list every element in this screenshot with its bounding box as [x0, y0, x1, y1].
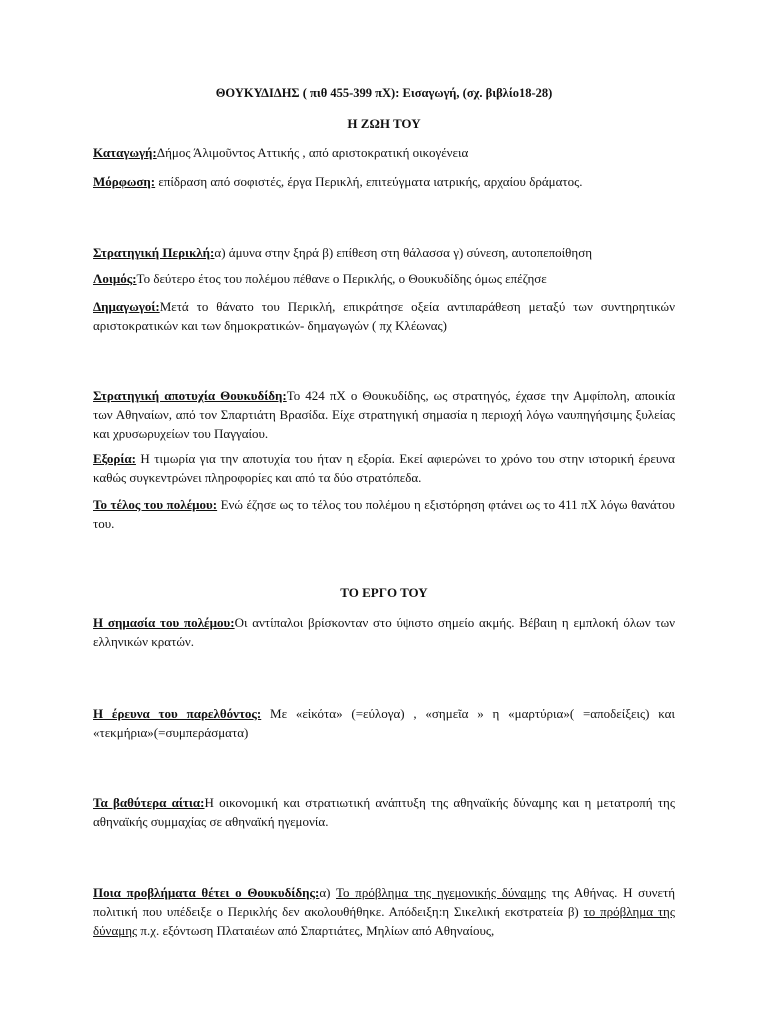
paragraph-provlimata — [93, 883, 675, 940]
term-exoria: Εξορία: — [93, 451, 136, 466]
text-morfosi: επίδραση από σοφιστές, έργα Περικλή, επιτεύγματα ιατρικής, αρχαίου δράματος. — [155, 174, 583, 189]
section-heading-life: Η ΖΩΗ ΤΟΥ — [347, 116, 421, 131]
text-katagogi: Δήμος Άλιμοῦντος Αττικής , από αριστοκρατική οικογένεια — [156, 145, 469, 160]
text-provlimata-a: της Αθήνας. Η συνετή πολιτική που υπέδειξε ο Περικλής δεν ακολουθήθηκε. Απόδειξη:η Σικελική εκστρατεία β) — [93, 885, 675, 919]
text-dimagogoi: Μετά το θάνατο του Περικλή, επικράτησε οξεία αντιπαράθεση μεταξύ των συντηρητικών αριστοκρατικών και των δημοκρατικών- δημαγωγών ( πχ Κλέωνας) — [93, 299, 675, 333]
text-erevna: Με «εἰκότα» (=εύλογα) , «σημεῖα » η «μαρτύρια»( =αποδείξεις) και «τεκμήρια»(=συμπεράσματα) — [93, 706, 675, 740]
text-provlimata-a-underlined: Το πρόβλημα της ηγεμονικής δύναμης — [336, 885, 546, 900]
term-apotyxia: Στρατηγική αποτυχία Θουκυδίδη: — [93, 388, 287, 403]
paragraph-morfosi — [93, 172, 675, 191]
text-exoria: Η τιμωρία για την αποτυχία του ήταν η εξορία. Εκεί αφιερώνει το χρόνο του στην ιστορική έρευνα καθώς συγκεντρώνει πληροφορίες και από τα δύο στρατόπεδα. — [93, 451, 675, 485]
text-loimos: Το δεύτερο έτος του πολέμου πέθανε ο Περικλής, ο Θουκυδίδης όμως επέζησε — [136, 271, 547, 286]
document-title: ΘΟΥΚΥΔΙΔΗΣ ( πιθ 455-399 πΧ): Εισαγωγή, (σχ. βιβλίο18-28) — [215, 86, 553, 100]
paragraph-stratigiki-perikli — [93, 243, 675, 262]
paragraph-exoria — [93, 449, 675, 487]
term-telos: Το τέλος του πολέμου: — [93, 497, 218, 512]
term-katagogi: Καταγωγή: — [93, 145, 157, 160]
paragraph-dimagogoi — [93, 297, 675, 335]
text-aitia: Η οικονομική και στρατιωτική ανάπτυξη της αθηναϊκής δύναμης και η μετατροπή της αθηναϊκής συμμαχίας σε αθηναϊκή ηγεμονία. — [93, 795, 675, 829]
paragraph-erevna — [93, 704, 675, 742]
paragraph-loimos — [93, 269, 675, 288]
term-loimos: Λοιμός: — [93, 271, 137, 286]
section-heading-work: ΤΟ ΕΡΓΟ ΤΟΥ — [340, 585, 428, 600]
term-provlimata: Ποια προβλήματα θέτει ο Θουκυδίδης: — [93, 885, 320, 900]
term-stratigiki-perikli: Στρατηγική Περικλή: — [93, 245, 215, 260]
term-dimagogoi: Δημαγωγοί: — [93, 299, 160, 314]
paragraph-telos — [93, 495, 675, 533]
paragraph-apotyxia — [93, 386, 675, 443]
text-provlimata-b-underlined: το πρόβλημα της δύναμης — [93, 904, 675, 938]
paragraph-aitia — [93, 793, 675, 831]
paragraph-simasia — [93, 613, 675, 651]
paragraph-katagogi — [93, 143, 675, 162]
text-apotyxia: Το 424 πΧ ο Θουκυδίδης, ως στρατηγός, έχασε την Αμφίπολη, αποικία των Αθηναίων, από τον Σπαρτιάτη Βρασίδα. Είχε στρατηγική σημασία η περιοχή λόγω ναυπηγήσιμης ξυλείας και χρυσωρυχείων του Παγγαίου. — [93, 388, 676, 441]
term-erevna: Η έρευνα του παρελθόντος: — [93, 706, 262, 721]
text-provlimata-prefix-a: α) — [319, 885, 337, 900]
term-simasia: Η σημασία του πολέμου: — [93, 615, 235, 630]
text-simasia: Οι αντίπαλοι βρίσκονταν στο ύψιστο σημείο ακμής. Βέβαιη η εμπλοκή όλων των ελληνικών κρατών. — [93, 615, 676, 649]
term-aitia: Τα βαθύτερα αίτια: — [93, 795, 205, 810]
text-telos: Ενώ έζησε ως το τέλος του πολέμου η εξιστόρηση φτάνει ως το 411 πΧ λόγω θανάτου του. — [93, 497, 675, 531]
text-provlimata-b: π.χ. εξόντωση Πλαταιέων από Σπαρτιάτες, Μηλίων από Αθηναίους, — [137, 923, 495, 938]
term-morfosi: Μόρφωση: — [93, 174, 156, 189]
text-stratigiki-perikli: α) άμυνα στην ξηρά β) επίθεση στη θάλασσα γ) σύνεση, αυτοπεποίθηση — [214, 245, 592, 260]
